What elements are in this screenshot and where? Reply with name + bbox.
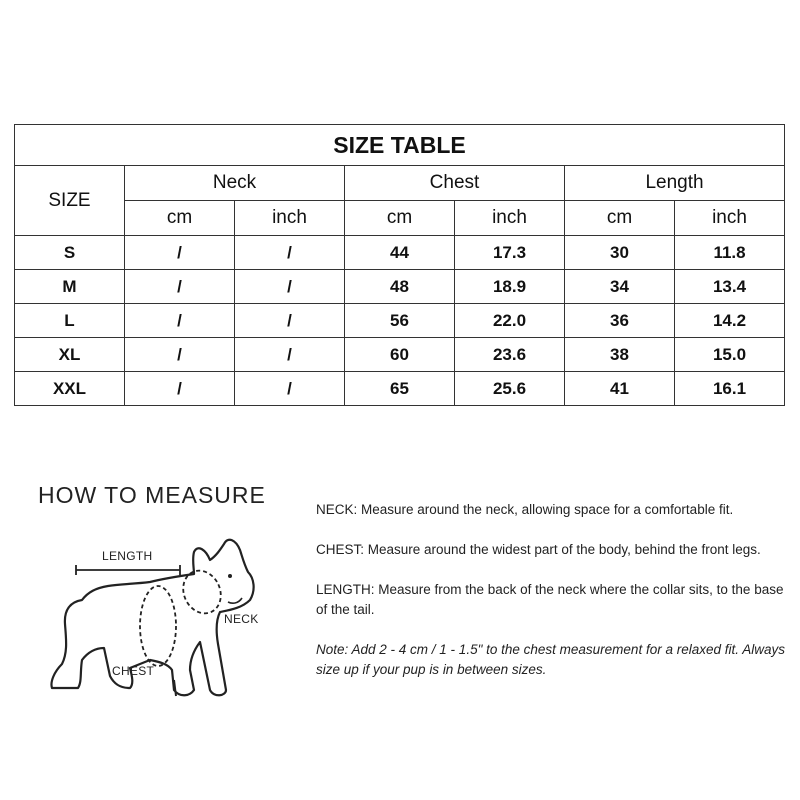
table-cell: 48 [345, 270, 455, 304]
table-cell: / [235, 270, 345, 304]
size-column-header: SIZE [15, 166, 125, 236]
leg-detail-icon [174, 680, 176, 696]
neck-instruction: NECK: Measure around the neck, allowing space for a comfortable fit. [316, 502, 734, 517]
table-cell: 22.0 [455, 304, 565, 338]
neck-group-header: Neck [125, 166, 345, 201]
table-cell: / [125, 372, 235, 406]
table-cell: / [235, 338, 345, 372]
size-table [14, 124, 785, 406]
chest-instruction: CHEST: Measure around the widest part of the body, behind the front legs. [316, 542, 761, 557]
table-title: SIZE TABLE [15, 125, 785, 166]
unit-header: cm [565, 201, 675, 236]
length-group-header: Length [565, 166, 785, 201]
length-instruction: LENGTH: Measure from the back of the neck where the collar sits, to the base of the tail. [316, 582, 784, 617]
table-row [15, 338, 785, 372]
fit-note: Note: Add 2 - 4 cm / 1 - 1.5" to the chest measurement for a relaxed fit. Always size up if your pup is in between sizes. [316, 642, 785, 677]
chest-measure-ellipse [140, 586, 176, 666]
table-cell: / [125, 304, 235, 338]
table-row [15, 372, 785, 406]
unit-header: inch [675, 201, 785, 236]
table-cell: 14.2 [675, 304, 785, 338]
table-cell: / [125, 270, 235, 304]
table-cell: / [125, 236, 235, 270]
size-cell: XXL [15, 372, 125, 406]
table-cell: 36 [565, 304, 675, 338]
table-cell: 44 [345, 236, 455, 270]
table-cell: 34 [565, 270, 675, 304]
table-cell: 16.1 [675, 372, 785, 406]
table-cell: / [235, 304, 345, 338]
table-cell: 41 [565, 372, 675, 406]
mouth-icon [228, 598, 242, 603]
table-cell: 65 [345, 372, 455, 406]
unit-header: cm [345, 201, 455, 236]
size-cell: M [15, 270, 125, 304]
table-cell: 13.4 [675, 270, 785, 304]
length-label: LENGTH [102, 549, 153, 563]
size-cell: XL [15, 338, 125, 372]
table-cell: 17.3 [455, 236, 565, 270]
table-row [15, 236, 785, 270]
table-cell: 56 [345, 304, 455, 338]
size-cell: L [15, 304, 125, 338]
measure-instructions [316, 500, 792, 700]
size-cell: S [15, 236, 125, 270]
table-cell: / [235, 372, 345, 406]
neck-label: NECK [224, 612, 259, 626]
table-cell: / [235, 236, 345, 270]
table-cell: 23.6 [455, 338, 565, 372]
table-cell: / [125, 338, 235, 372]
unit-header: cm [125, 201, 235, 236]
table-cell: 30 [565, 236, 675, 270]
table-cell: 25.6 [455, 372, 565, 406]
unit-header: inch [455, 201, 565, 236]
table-cell: 38 [565, 338, 675, 372]
table-row [15, 270, 785, 304]
table-cell: 11.8 [675, 236, 785, 270]
eye-icon [228, 574, 232, 578]
chest-label: CHEST [112, 664, 155, 678]
table-row [15, 304, 785, 338]
table-cell: 60 [345, 338, 455, 372]
how-to-measure-title: HOW TO MEASURE [38, 482, 266, 508]
table-cell: 18.9 [455, 270, 565, 304]
table-cell: 15.0 [675, 338, 785, 372]
unit-header: inch [235, 201, 345, 236]
chest-group-header: Chest [345, 166, 565, 201]
